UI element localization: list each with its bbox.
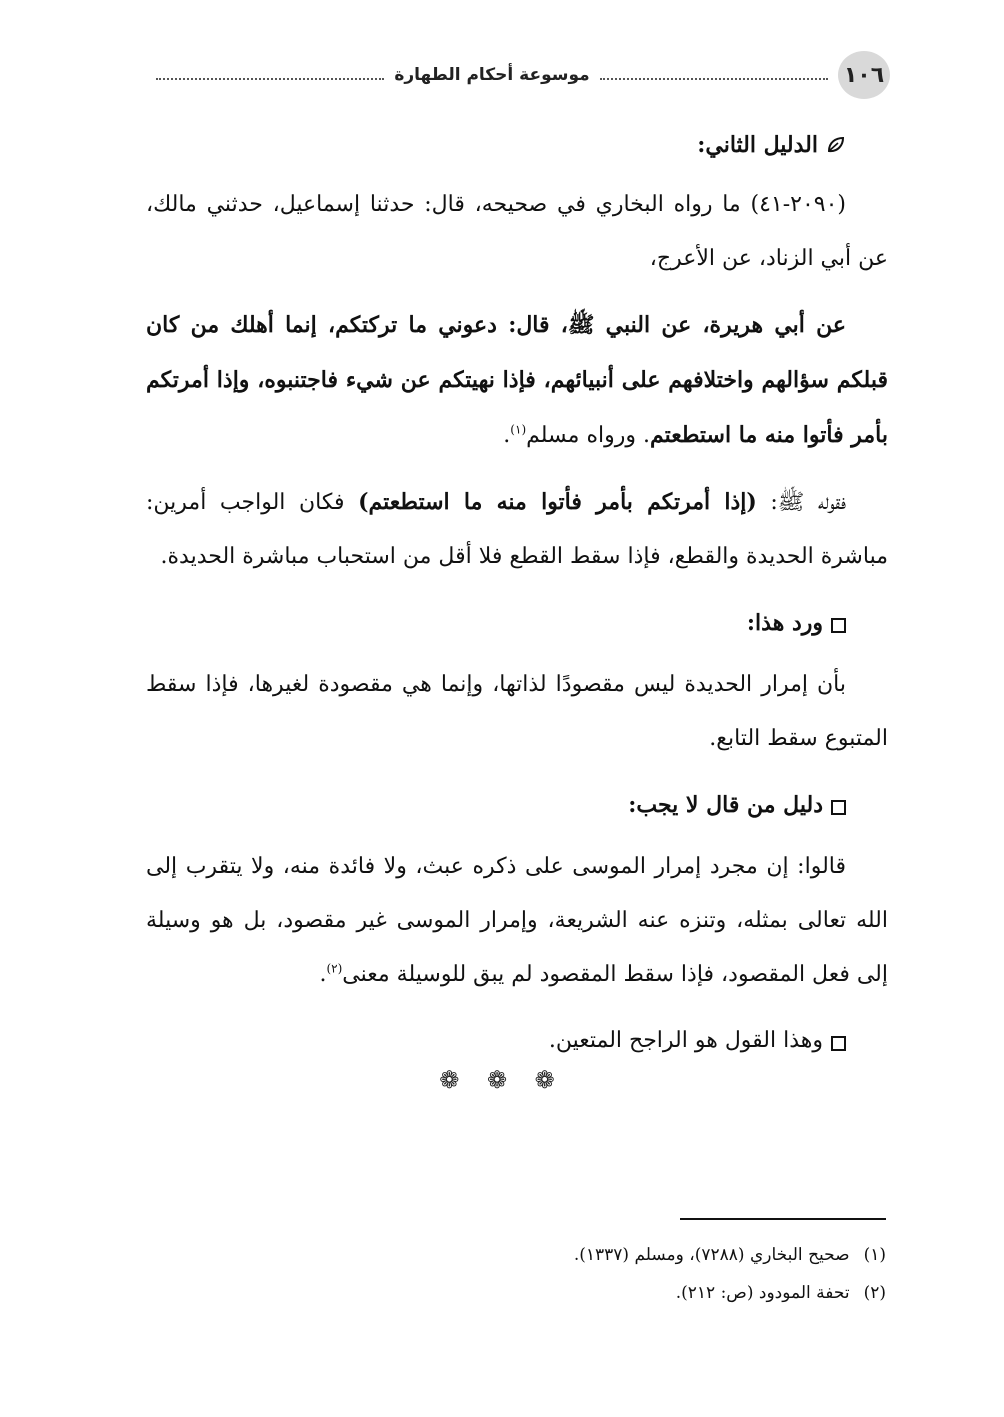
paragraph-hadith-text: عن أبي هريرة، عن النبي ﷺ، قال: دعوني ما تركتكم، إنما أهلك من كان قبلكم سؤالهم واختلافهم على أنبيائهم، فإذا نهيتكم عن شيء فاجتنبوه، وإذا أمرتكم بأمر فأتوا منه ما استطعتم. ورواه مسلم$^{(١)}$. xyxy=(146,312,888,448)
subheading-objection-text: ورد هذا: xyxy=(746,610,823,636)
paragraph-commentary xyxy=(146,475,888,584)
footnote-ref-1[interactable]: (١) xyxy=(510,422,527,437)
subheading-no-obligation xyxy=(146,778,888,832)
square-bullet-icon xyxy=(831,800,846,815)
square-bullet-icon xyxy=(831,618,846,633)
hadith-tail: . ورواه مسلم xyxy=(526,423,650,448)
commentary-lead: فقوله ﷺ: xyxy=(756,490,846,515)
footnote-separator xyxy=(680,1218,886,1220)
footnote-item xyxy=(146,1236,888,1274)
argument-text: قالوا: إن مجرد إمرار الموسى على ذكره عبث، ولا فائدة منه، ولا يتقرب إلى الله تعالى بمثله، وتنزه عنه الشريعة، وإمرار الموسى غير مقصود، بل هو وسيلة إلى فعل المقصود، فإذا سقط المقصود لم يبق للوسيلة معنى xyxy=(146,854,888,987)
footnote-number: (١) xyxy=(863,1245,886,1265)
running-header xyxy=(146,50,890,100)
commentary-quote: (إذا أمرتكم بأمر فأتوا منه ما استطعتم) xyxy=(358,489,757,515)
page-number-badge: ١٠٦ xyxy=(838,51,890,99)
argument-end: . xyxy=(319,962,327,987)
subheading-no-obligation-text: دليل من قال لا يجب: xyxy=(628,792,823,818)
section-end-ornament: ❁ ❁ ❁ xyxy=(439,1066,565,1094)
footnote-item xyxy=(146,1274,888,1312)
hadith-text-bold: عن أبي هريرة، عن النبي ﷺ، قال: دعوني ما تركتكم، إنما أهلك من كان قبلكم سؤالهم واختلافهم على أنبيائهم، فإذا نهيتكم عن شيء فاجتنبوه، وإذا أمرتكم بأمر فأتوا منه ما استطعتم xyxy=(146,312,888,448)
paragraph-argument xyxy=(146,840,888,1002)
commentary-rest: فكان الواجب أمرين: مباشرة الحديدة والقطع، فإذا سقط القطع فلا أقل من استحباب مباشرة الحديدة. xyxy=(146,490,888,569)
running-title: موسوعة أحكام الطهارة xyxy=(394,65,590,85)
square-bullet-icon xyxy=(831,1036,846,1051)
footnote-number: (٢) xyxy=(863,1283,886,1303)
header-dotted-leader-end xyxy=(156,78,384,80)
header-dotted-leader xyxy=(600,78,828,80)
subheading-preferred-text: وهذا القول هو الراجح المتعين. xyxy=(548,1028,823,1053)
footnote-text: صحيح البخاري (٧٢٨٨)، ومسلم (١٣٣٧). xyxy=(573,1245,850,1265)
heading-text: الدليل الثاني: xyxy=(697,132,818,158)
subheading-preferred xyxy=(146,1014,888,1068)
paragraph-objection: بأن إمرار الحديدة ليس مقصودًا لذاتها، وإنما هي مقصودة لغيرها، فإذا سقط المتبوع سقط التابع. xyxy=(146,672,888,751)
footnote-text: تحفة المودود (ص: ٢١٢). xyxy=(675,1283,850,1303)
main-text xyxy=(146,118,888,1076)
footnote-ref-2[interactable]: (٢) xyxy=(326,961,343,976)
leaf-bullet-icon xyxy=(826,135,846,155)
paragraph-hadith-chain: (٢٠٩٠-٤١) ما رواه البخاري في صحيحه، قال: حدثنا إسماعيل، حدثني مالك، عن أبي الزناد، عن الأعرج، xyxy=(146,192,888,271)
subheading-objection xyxy=(146,596,888,650)
section-heading xyxy=(146,118,888,172)
footnotes xyxy=(146,1236,888,1312)
